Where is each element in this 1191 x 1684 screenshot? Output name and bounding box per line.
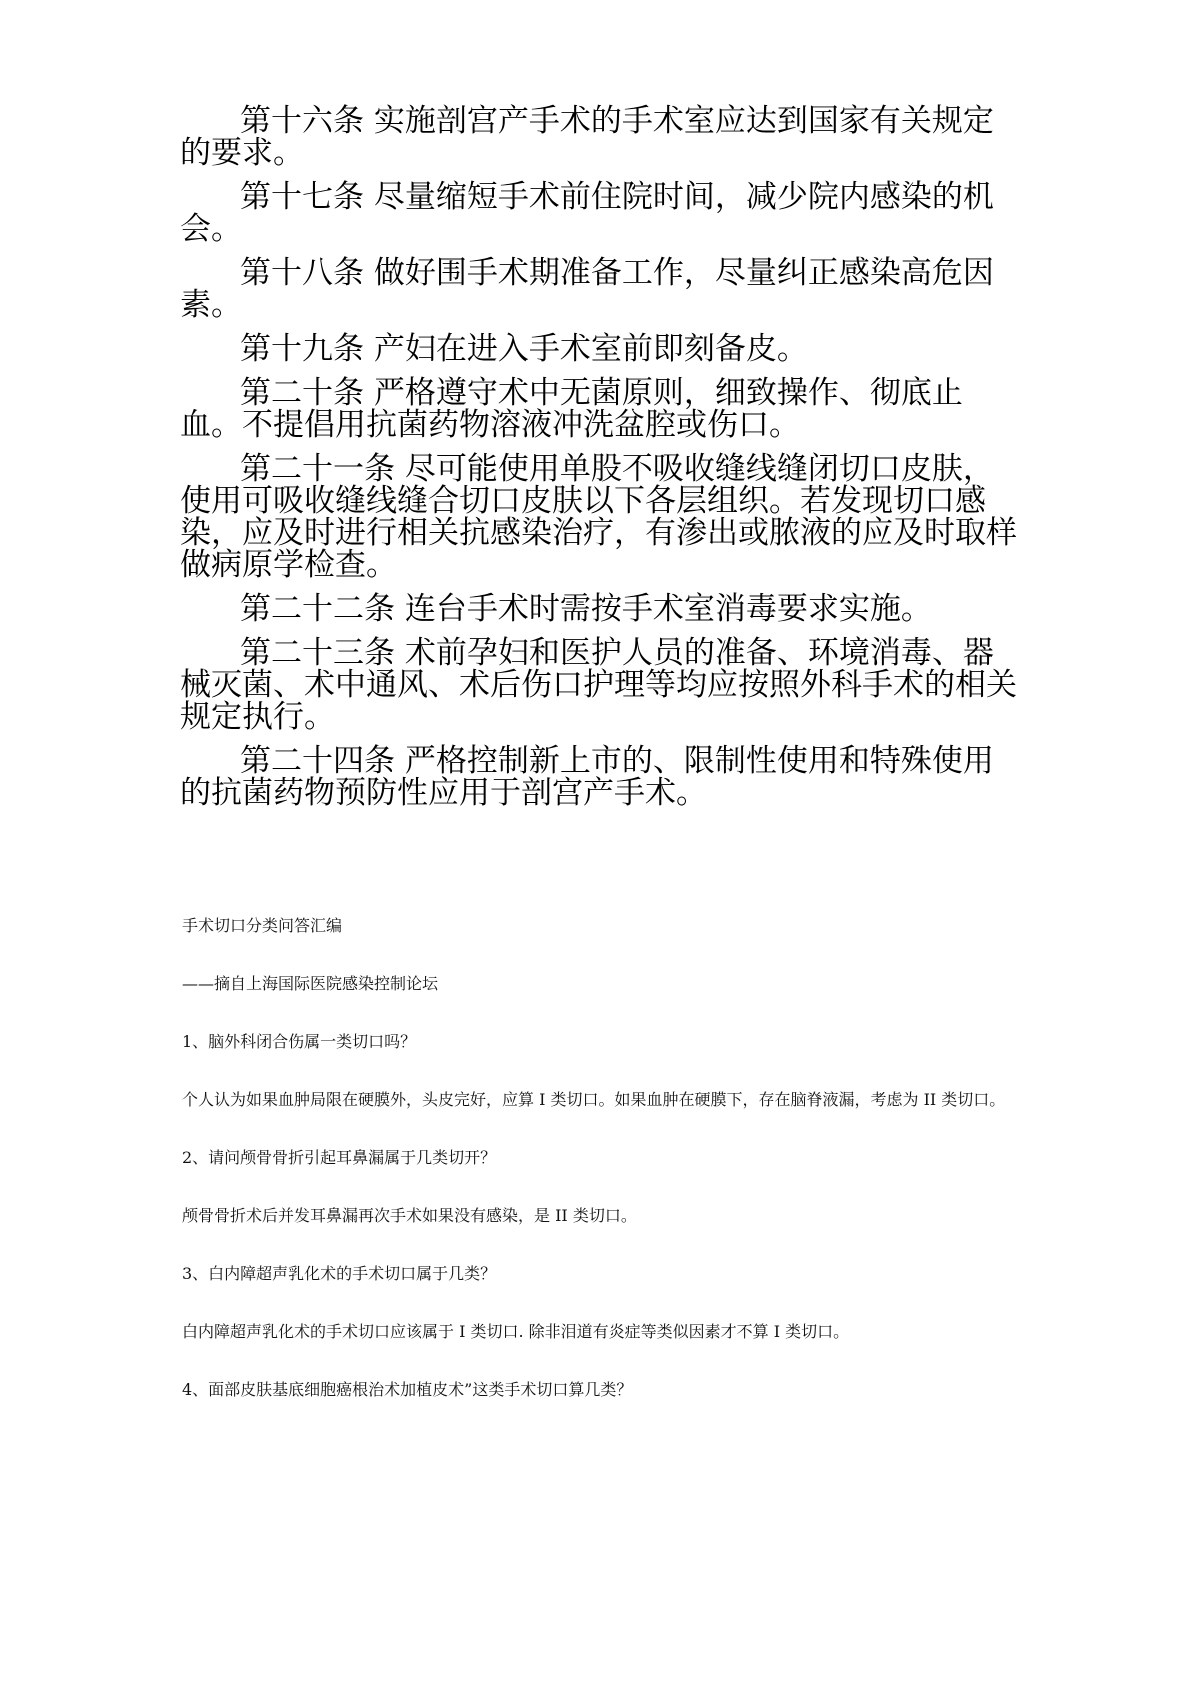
answer-1: 个人认为如果血肿局限在硬膜外，头皮完好，应算 I 类切口。如果血肿在硬膜下，存在脑脊液漏，考虑为 II 类切口。 — [182, 1090, 1006, 1109]
article-22: 第二十二条 连台手术时需按手术室消毒要求实施。 — [240, 591, 932, 627]
article-21: 第二十一条 尽可能使用单股不吸收缝线缝闭切口皮肤，使用可吸收缝线缝合切口皮肤以下各层组织。若发现切口感染，应及时进行相关抗感染治疗，有渗出或脓液的应及时取样做病原学检查。 — [180, 451, 1017, 583]
article-19: 第十九条 产妇在进入手术室前即刻备皮。 — [240, 331, 808, 367]
question-1: 1、脑外科闭合伤属一类切口吗？ — [182, 1032, 417, 1051]
answer-2: 颅骨骨折术后并发耳鼻漏再次手术如果没有感染，是 II 类切口。 — [182, 1206, 637, 1225]
answer-3: 白内障超声乳化术的手术切口应该属于 I 类切口. 除非泪道有炎症等类似因素才不算 I 类切口。 — [182, 1322, 850, 1341]
article-20: 第二十条 严格遵守术中无菌原则，细致操作、彻底止血。不提倡用抗菌药物溶液冲洗盆腔或伤口。 — [180, 375, 963, 443]
qa-title: 手术切口分类问答汇编 — [182, 916, 343, 935]
article-18: 第十八条 做好围手术期准备工作，尽量纠正感染高危因素。 — [180, 255, 994, 323]
article-24: 第二十四条 严格控制新上市的、限制性使用和特殊使用的抗菌药物预防性应用于剖宫产手术。 — [180, 743, 994, 811]
question-3: 3、白内障超声乳化术的手术切口属于几类？ — [182, 1264, 497, 1283]
qa-source: ——摘自上海国际医院感染控制论坛 — [182, 974, 439, 993]
question-4: 4、面部皮肤基底细胞癌根治术加植皮术”这类手术切口算几类？ — [182, 1380, 633, 1399]
question-2: 2、请问颅骨骨折引起耳鼻漏属于几类切开？ — [182, 1148, 497, 1167]
article-16: 第十六条 实施剖宫产手术的手术室应达到国家有关规定的要求。 — [180, 103, 994, 171]
article-17: 第十七条 尽量缩短手术前住院时间，减少院内感染的机会。 — [180, 179, 994, 247]
regulation-articles — [180, 105, 1020, 821]
incision-qa-section — [182, 910, 1022, 1406]
article-23: 第二十三条 术前孕妇和医护人员的准备、环境消毒、器械灭菌、术中通风、术后伤口护理等均应按照外科手术的相关规定执行。 — [180, 635, 1017, 735]
